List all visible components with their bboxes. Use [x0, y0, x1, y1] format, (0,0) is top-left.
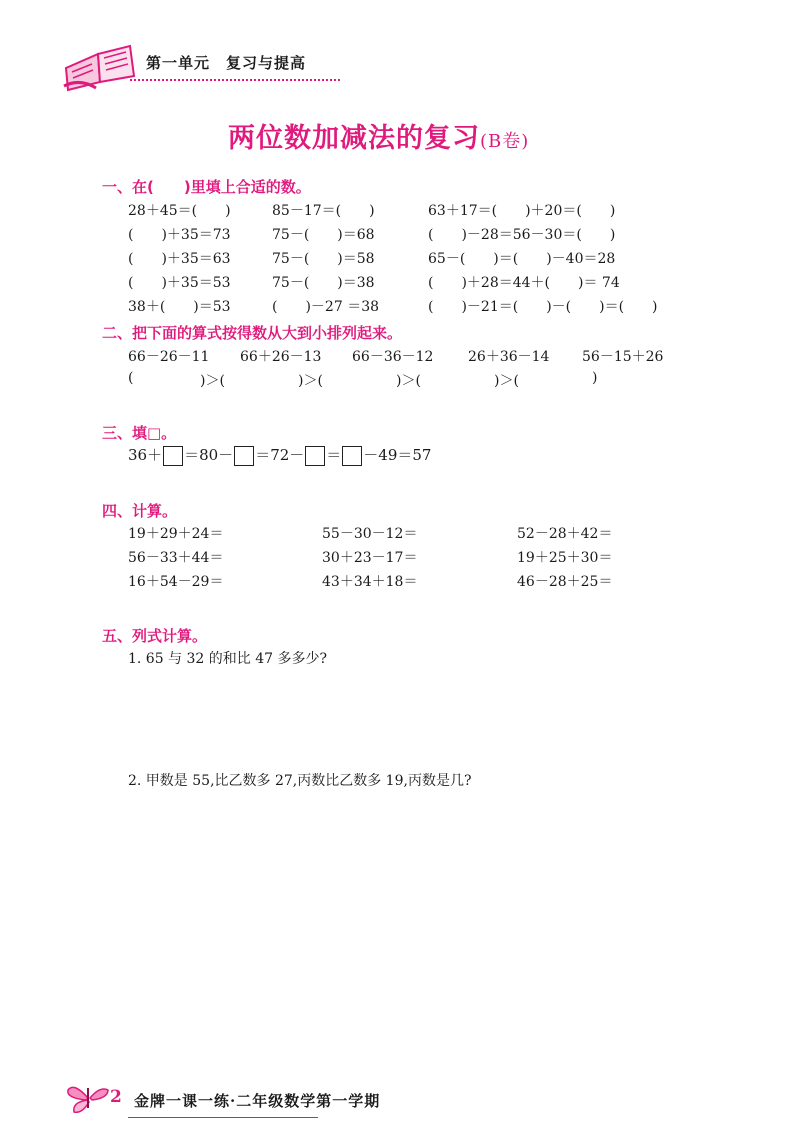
section-5-heading: 五、列式计算。 [102, 627, 208, 645]
title-main: 两位数加减法的复习 [228, 123, 480, 154]
page-title [228, 116, 529, 155]
s4-r2-c2: 30＋23－17＝ [322, 550, 418, 566]
s1-r2-c2: 75－( )＝68 [272, 227, 375, 243]
s4-r1-c1: 19＋29＋24＝ [128, 526, 224, 542]
s2-order-2: )＞( [200, 373, 225, 389]
s4-r3-c2: 43＋34＋18＝ [322, 574, 418, 590]
s1-r1-c1: 28＋45＝( ) [128, 203, 231, 219]
s2-expr-2: 66＋26－13 [240, 349, 322, 365]
s1-r4-c1: ( )＋35＝53 [128, 275, 231, 291]
s1-r5-c1: 38＋( )＝53 [128, 299, 231, 315]
section-1-heading: 一、在( )里填上合适的数。 [102, 178, 311, 196]
section-2-heading: 二、把下面的算式按得数从大到小排列起来。 [102, 324, 403, 342]
s1-r3-c2: 75－( )＝58 [272, 251, 375, 267]
s2-order-3: )＞( [298, 373, 323, 389]
s4-r1-c3: 52－28＋42＝ [517, 526, 613, 542]
s3-part-2: ＝80－ [184, 446, 234, 464]
title-variant: (B卷) [480, 131, 530, 152]
s1-r3-c1: ( )＋35＝63 [128, 251, 231, 267]
header-divider [130, 79, 340, 81]
s4-r3-c3: 46－28＋25＝ [517, 574, 613, 590]
answer-box-2[interactable] [234, 446, 254, 466]
s4-r2-c3: 19＋25＋30＝ [517, 550, 613, 566]
s2-order-6: ) [592, 370, 598, 386]
butterfly-icon [64, 1080, 112, 1116]
s2-expr-3: 66－36－12 [352, 349, 434, 365]
answer-box-4[interactable] [342, 446, 362, 466]
answer-box-1[interactable] [163, 446, 183, 466]
s1-r5-c3: ( )－21＝( )－( )＝( ) [428, 299, 658, 315]
s2-expr-1: 66－26－11 [128, 349, 210, 365]
s1-r4-c2: 75－( )＝38 [272, 275, 375, 291]
footer-divider [128, 1117, 318, 1118]
s3-part-4: ＝ [326, 446, 342, 464]
s2-expr-5: 56－15＋26 [582, 349, 664, 365]
s2-order-5: )＞( [494, 373, 519, 389]
s1-r3-c3: 65－( )＝( )－40＝28 [428, 251, 616, 267]
s4-r2-c1: 56－33＋44＝ [128, 550, 224, 566]
s3-part-3: ＝72－ [255, 446, 305, 464]
open-book-icon [60, 38, 140, 94]
answer-box-3[interactable] [305, 446, 325, 466]
unit-header: 第一单元 复习与提高 [146, 54, 307, 72]
s2-expr-4: 26＋36－14 [468, 349, 550, 365]
s1-r4-c3: ( )＋28＝44＋( )＝ 74 [428, 275, 620, 291]
s3-part-1: 36＋ [128, 446, 163, 464]
s1-r5-c2: ( )－27 ＝38 [272, 299, 380, 315]
s1-r1-c2: 85－17＝( ) [272, 203, 375, 219]
section-4-heading: 四、计算。 [102, 502, 178, 520]
s1-r2-c3: ( )－28＝56－30＝( ) [428, 227, 616, 243]
s1-r2-c1: ( )＋35＝73 [128, 227, 231, 243]
s4-r3-c1: 16＋54－29＝ [128, 574, 224, 590]
fill-box-equation [128, 444, 431, 466]
book-title: 金牌一课一练·二年级数学第一学期 [134, 1092, 381, 1110]
s3-part-5: －49＝57 [363, 446, 432, 464]
s2-order-4: )＞( [396, 373, 421, 389]
s2-order-1: ( [128, 370, 134, 386]
s4-r1-c2: 55－30－12＝ [322, 526, 418, 542]
word-problem-1: 1. 65 与 32 的和比 47 多多少? [128, 651, 328, 667]
page-number: 2 [110, 1087, 122, 1107]
s1-r1-c3: 63＋17＝( )＋20＝( ) [428, 203, 616, 219]
word-problem-2: 2. 甲数是 55,比乙数多 27,丙数比乙数多 19,丙数是几? [128, 773, 472, 789]
section-3-heading: 三、填□。 [102, 424, 177, 442]
